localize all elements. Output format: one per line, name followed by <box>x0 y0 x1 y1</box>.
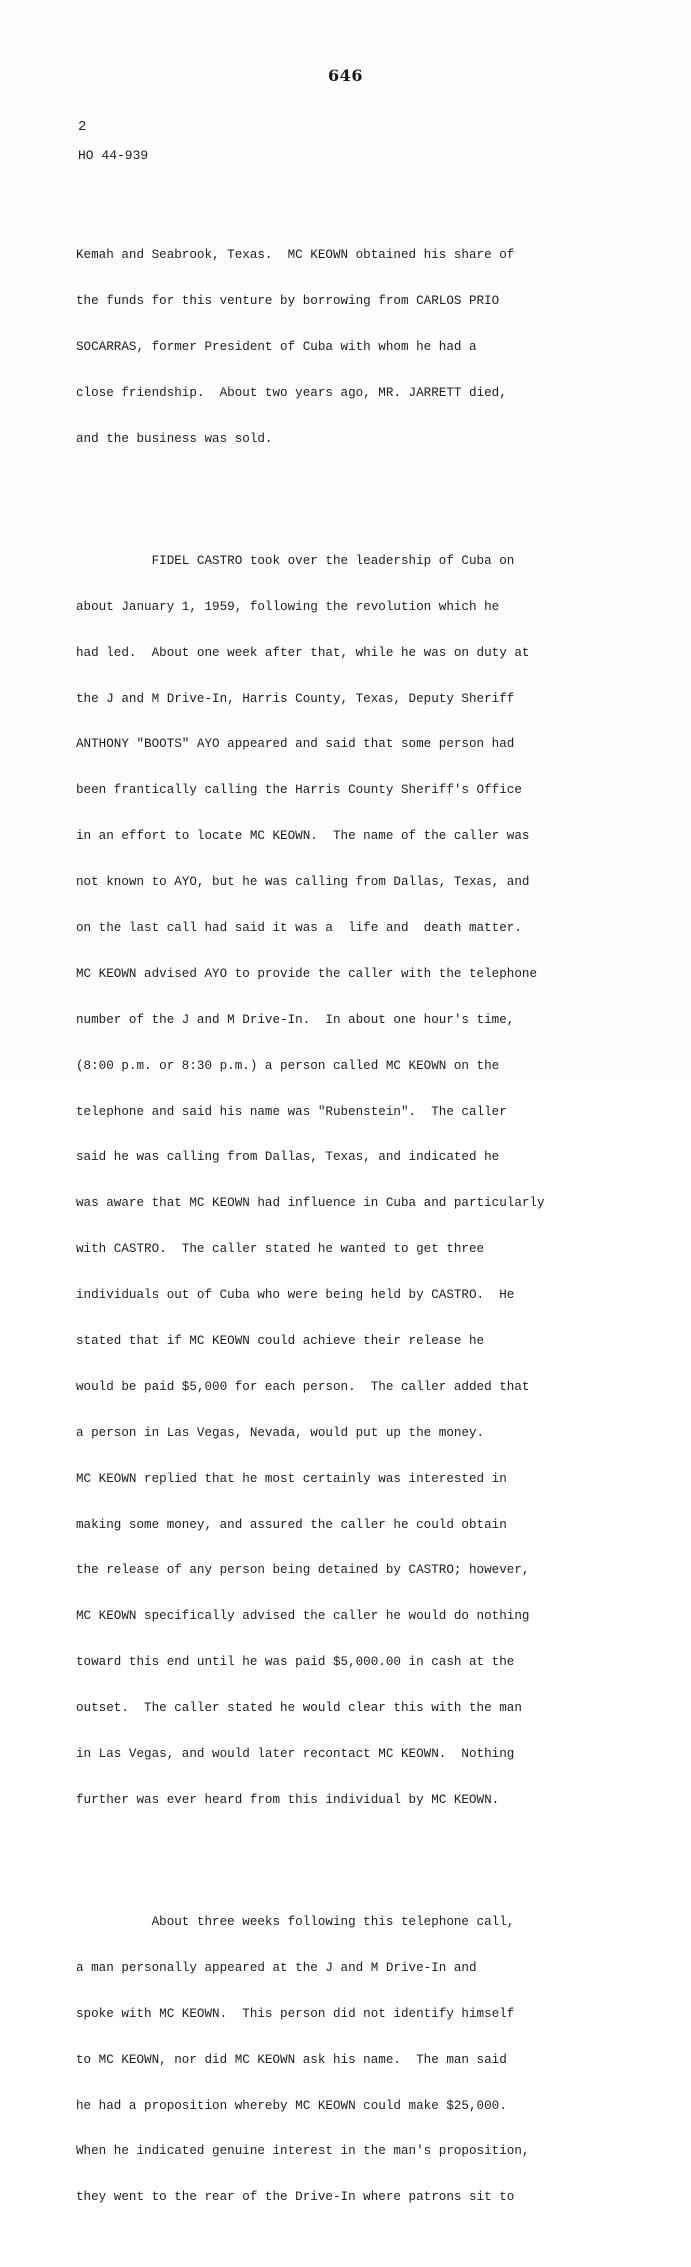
text-line: a man personally appeared at the J and M Drive-In and <box>76 1960 477 1975</box>
text-line: had led. About one week after that, while he was on duty at <box>76 645 530 660</box>
text-line: MC KEOWN specifically advised the caller he would do nothing <box>76 1609 530 1624</box>
text-line: a person in Las Vegas, Nevada, would put up the money. <box>76 1425 485 1440</box>
paragraph-2 <box>76 523 676 1839</box>
text-line: the funds for this venture by borrowing from CARLOS PRIO <box>76 294 500 309</box>
file-number: HO 44-939 <box>78 148 149 163</box>
text-line: outset. The caller stated he would clear this with the man <box>76 1701 522 1716</box>
text-line: When he indicated genuine interest in the man's proposition, <box>76 2144 530 2159</box>
text-line: was aware that MC KEOWN had influence in Cuba and particularly <box>76 1196 545 1211</box>
paragraph-3 <box>76 1884 676 2236</box>
document-body <box>76 187 676 2267</box>
text-line: would be paid $5,000 for each person. The caller added that <box>76 1379 530 1394</box>
text-line: said he was calling from Dallas, Texas, and indicated he <box>76 1150 500 1165</box>
text-line: spoke with MC KEOWN. This person did not identify himself <box>76 2006 515 2021</box>
text-line: stated that if MC KEOWN could achieve their release he <box>76 1333 485 1348</box>
text-line: close friendship. About two years ago, MR. JARRETT died, <box>76 385 507 400</box>
text-line: to MC KEOWN, nor did MC KEOWN ask his name. The man said <box>76 2052 507 2067</box>
text-line: individuals out of Cuba who were being held by CASTRO. He <box>76 1288 515 1303</box>
text-line: ANTHONY "BOOTS" AYO appeared and said that some person had <box>76 737 515 752</box>
text-line: with CASTRO. The caller stated he wanted to get three <box>76 1242 485 1257</box>
text-line: he had a proposition whereby MC KEOWN could make $25,000. <box>76 2098 507 2113</box>
text-line: toward this end until he was paid $5,000.00 in cash at the <box>76 1655 515 1670</box>
text-line: not known to AYO, but he was calling from Dallas, Texas, and <box>76 875 530 890</box>
text-line: SOCARRAS, former President of Cuba with whom he had a <box>76 339 477 354</box>
text-line: on the last call had said it was a life and death matter. <box>76 920 522 935</box>
text-line: number of the J and M Drive-In. In about one hour's time, <box>76 1012 515 1027</box>
text-line: the release of any person being detained by CASTRO; however, <box>76 1563 530 1578</box>
page-number: 646 <box>328 66 363 85</box>
text-line: about January 1, 1959, following the revolution which he <box>76 599 500 614</box>
text-line: telephone and said his name was "Rubenstein". The caller <box>76 1104 507 1119</box>
text-line: in an effort to locate MC KEOWN. The name of the caller was <box>76 829 530 844</box>
text-line: in Las Vegas, and would later recontact MC KEOWN. Nothing <box>76 1746 515 1761</box>
text-line: MC KEOWN advised AYO to provide the caller with the telephone <box>76 966 538 981</box>
text-line: and the business was sold. <box>76 431 273 446</box>
text-line: Kemah and Seabrook, Texas. MC KEOWN obtained his share of <box>76 248 515 263</box>
text-line: (8:00 p.m. or 8:30 p.m.) a person called MC KEOWN on the <box>76 1058 500 1073</box>
text-line: the J and M Drive-In, Harris County, Texas, Deputy Sheriff <box>76 691 515 706</box>
text-line: they went to the rear of the Drive-In where patrons sit to <box>76 2190 515 2205</box>
text-line: making some money, and assured the caller he could obtain <box>76 1517 507 1532</box>
paragraph-1 <box>76 218 676 478</box>
text-line: further was ever heard from this individual by MC KEOWN. <box>76 1792 500 1807</box>
text-line: FIDEL CASTRO took over the leadership of Cuba on <box>76 553 515 568</box>
text-line: been frantically calling the Harris County Sheriff's Office <box>76 783 522 798</box>
text-line: MC KEOWN replied that he most certainly was interested in <box>76 1471 507 1486</box>
sheet-number: 2 <box>78 119 87 135</box>
text-line: About three weeks following this telephone call, <box>76 1914 515 1929</box>
